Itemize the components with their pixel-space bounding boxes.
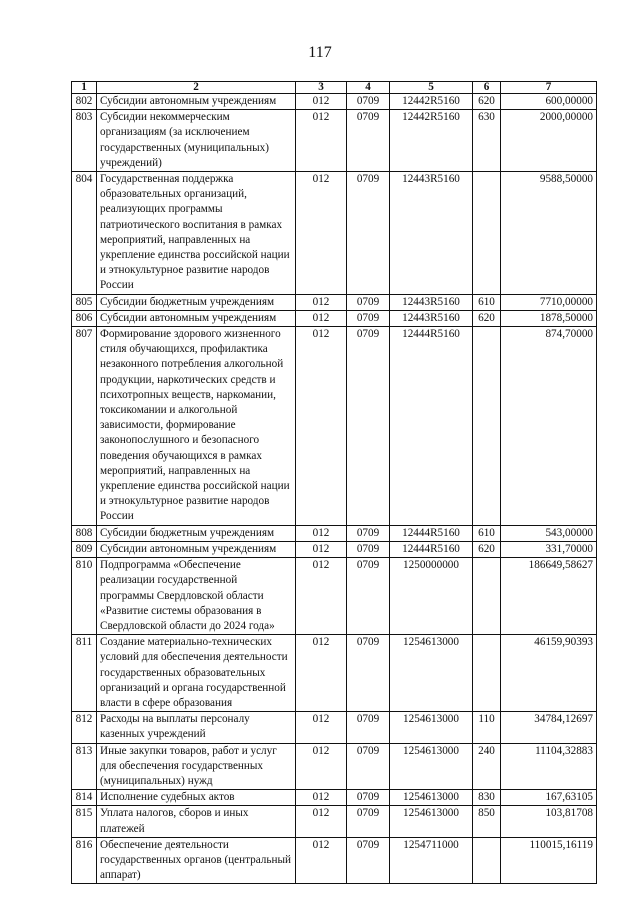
- amount-cell: 331,70000: [501, 541, 597, 557]
- row-number-cell: 803: [72, 110, 97, 172]
- target-article-cell: 12444R5160: [390, 327, 473, 526]
- section-code-cell: 0709: [347, 743, 390, 790]
- expense-type-cell: 830: [473, 790, 501, 806]
- column-header: 6: [473, 82, 501, 94]
- item-name-cell: Создание материально-технических условий для обеспечения деятельности государственных образовательных организаций и органа государственной власти в сфере образования: [97, 635, 296, 712]
- table-row: [72, 743, 597, 790]
- section-code-cell: 0709: [347, 172, 390, 295]
- row-number-cell: 810: [72, 558, 97, 635]
- page-number: 117: [308, 44, 332, 61]
- target-article-cell: 1254613000: [390, 743, 473, 790]
- section-code-cell: 0709: [347, 310, 390, 326]
- target-article-cell: 1254613000: [390, 790, 473, 806]
- item-name-cell: Расходы на выплаты персоналу казенных учреждений: [97, 712, 296, 743]
- column-header: 2: [97, 82, 296, 94]
- department-code-cell: 012: [296, 558, 347, 635]
- expense-type-cell: [473, 635, 501, 712]
- header-row: [72, 82, 597, 94]
- item-name-cell: Формирование здорового жизненного стиля обучающихся, профилактика незаконного потребления алкогольной продукции, наркотических средств и психотропных веществ, наркомании, токсикомании и алкогольной зависимости, формирование законопослушного и безопасного поведения обучающихся в рамках мероприятий, направленных на укрепление единства российской нации и этнокультурное развитие народов России: [97, 327, 296, 526]
- expense-type-cell: 620: [473, 94, 501, 110]
- section-code-cell: 0709: [347, 327, 390, 526]
- column-header: 4: [347, 82, 390, 94]
- section-code-cell: 0709: [347, 294, 390, 310]
- department-code-cell: 012: [296, 743, 347, 790]
- target-article-cell: 1250000000: [390, 558, 473, 635]
- item-name-cell: Субсидии автономным учреждениям: [97, 310, 296, 326]
- target-article-cell: 12443R5160: [390, 294, 473, 310]
- expense-type-cell: 620: [473, 541, 501, 557]
- amount-cell: 110015,16119: [501, 837, 597, 884]
- row-number-cell: 805: [72, 294, 97, 310]
- amount-cell: 600,00000: [501, 94, 597, 110]
- budget-table: [71, 81, 597, 884]
- column-header: 5: [390, 82, 473, 94]
- section-code-cell: 0709: [347, 837, 390, 884]
- amount-cell: 874,70000: [501, 327, 597, 526]
- target-article-cell: 12443R5160: [390, 310, 473, 326]
- department-code-cell: 012: [296, 525, 347, 541]
- table-row: [72, 94, 597, 110]
- row-number-cell: 808: [72, 525, 97, 541]
- item-name-cell: Подпрограмма «Обеспечение реализации государственной программы Свердловской области «Развитие системы образования в Свердловской области до 2024 года»: [97, 558, 296, 635]
- target-article-cell: 12442R5160: [390, 94, 473, 110]
- table-row: [72, 110, 597, 172]
- item-name-cell: Субсидии автономным учреждениям: [97, 94, 296, 110]
- table-row: [72, 172, 597, 295]
- amount-cell: 11104,32883: [501, 743, 597, 790]
- table-body: [72, 94, 597, 884]
- amount-cell: 1878,50000: [501, 310, 597, 326]
- department-code-cell: 012: [296, 712, 347, 743]
- expense-type-cell: [473, 558, 501, 635]
- expense-type-cell: 110: [473, 712, 501, 743]
- department-code-cell: 012: [296, 110, 347, 172]
- section-code-cell: 0709: [347, 110, 390, 172]
- item-name-cell: Уплата налогов, сборов и иных платежей: [97, 806, 296, 837]
- row-number-cell: 809: [72, 541, 97, 557]
- row-number-cell: 815: [72, 806, 97, 837]
- expense-type-cell: 630: [473, 110, 501, 172]
- amount-cell: 167,63105: [501, 790, 597, 806]
- target-article-cell: 12444R5160: [390, 541, 473, 557]
- item-name-cell: Государственная поддержка образовательных организаций, реализующих программы патриотического воспитания в рамках мероприятий, направленных на укрепление единства российской нации и этнокультурное развитие народов России: [97, 172, 296, 295]
- target-article-cell: 1254613000: [390, 635, 473, 712]
- section-code-cell: 0709: [347, 635, 390, 712]
- section-code-cell: 0709: [347, 558, 390, 635]
- table-row: [72, 310, 597, 326]
- amount-cell: 186649,58627: [501, 558, 597, 635]
- column-header: 1: [72, 82, 97, 94]
- amount-cell: 34784,12697: [501, 712, 597, 743]
- row-number-cell: 816: [72, 837, 97, 884]
- department-code-cell: 012: [296, 172, 347, 295]
- target-article-cell: 12442R5160: [390, 110, 473, 172]
- target-article-cell: 1254613000: [390, 712, 473, 743]
- section-code-cell: 0709: [347, 806, 390, 837]
- item-name-cell: Субсидии некоммерческим организациям (за исключением государственных (муниципальных) учреждений): [97, 110, 296, 172]
- expense-type-cell: 850: [473, 806, 501, 837]
- section-code-cell: 0709: [347, 790, 390, 806]
- target-article-cell: 12444R5160: [390, 525, 473, 541]
- department-code-cell: 012: [296, 294, 347, 310]
- table-row: [72, 837, 597, 884]
- table-row: [72, 806, 597, 837]
- target-article-cell: 1254613000: [390, 806, 473, 837]
- target-article-cell: 12443R5160: [390, 172, 473, 295]
- expense-type-cell: 610: [473, 294, 501, 310]
- table-row: [72, 558, 597, 635]
- expense-type-cell: 240: [473, 743, 501, 790]
- amount-cell: 7710,00000: [501, 294, 597, 310]
- section-code-cell: 0709: [347, 541, 390, 557]
- column-header: 7: [501, 82, 597, 94]
- amount-cell: 46159,90393: [501, 635, 597, 712]
- item-name-cell: Иные закупки товаров, работ и услуг для обеспечения государственных (муниципальных) нужд: [97, 743, 296, 790]
- department-code-cell: 012: [296, 790, 347, 806]
- table-row: [72, 327, 597, 526]
- department-code-cell: 012: [296, 94, 347, 110]
- table-row: [72, 712, 597, 743]
- amount-cell: 103,81708: [501, 806, 597, 837]
- expense-type-cell: [473, 837, 501, 884]
- item-name-cell: Обеспечение деятельности государственных органов (центральный аппарат): [97, 837, 296, 884]
- expense-type-cell: 620: [473, 310, 501, 326]
- amount-cell: 2000,00000: [501, 110, 597, 172]
- amount-cell: 9588,50000: [501, 172, 597, 295]
- column-header: 3: [296, 82, 347, 94]
- amount-cell: 543,00000: [501, 525, 597, 541]
- department-code-cell: 012: [296, 837, 347, 884]
- table-row: [72, 525, 597, 541]
- expense-type-cell: [473, 327, 501, 526]
- department-code-cell: 012: [296, 541, 347, 557]
- row-number-cell: 814: [72, 790, 97, 806]
- department-code-cell: 012: [296, 310, 347, 326]
- table-row: [72, 541, 597, 557]
- row-number-cell: 812: [72, 712, 97, 743]
- row-number-cell: 804: [72, 172, 97, 295]
- section-code-cell: 0709: [347, 94, 390, 110]
- section-code-cell: 0709: [347, 712, 390, 743]
- row-number-cell: 802: [72, 94, 97, 110]
- item-name-cell: Исполнение судебных актов: [97, 790, 296, 806]
- row-number-cell: 806: [72, 310, 97, 326]
- item-name-cell: Субсидии бюджетным учреждениям: [97, 294, 296, 310]
- item-name-cell: Субсидии бюджетным учреждениям: [97, 525, 296, 541]
- section-code-cell: 0709: [347, 525, 390, 541]
- row-number-cell: 813: [72, 743, 97, 790]
- table-row: [72, 294, 597, 310]
- item-name-cell: Субсидии автономным учреждениям: [97, 541, 296, 557]
- table-row: [72, 635, 597, 712]
- department-code-cell: 012: [296, 806, 347, 837]
- table-row: [72, 790, 597, 806]
- row-number-cell: 807: [72, 327, 97, 526]
- target-article-cell: 1254711000: [390, 837, 473, 884]
- department-code-cell: 012: [296, 327, 347, 526]
- expense-type-cell: 610: [473, 525, 501, 541]
- row-number-cell: 811: [72, 635, 97, 712]
- department-code-cell: 012: [296, 635, 347, 712]
- expense-type-cell: [473, 172, 501, 295]
